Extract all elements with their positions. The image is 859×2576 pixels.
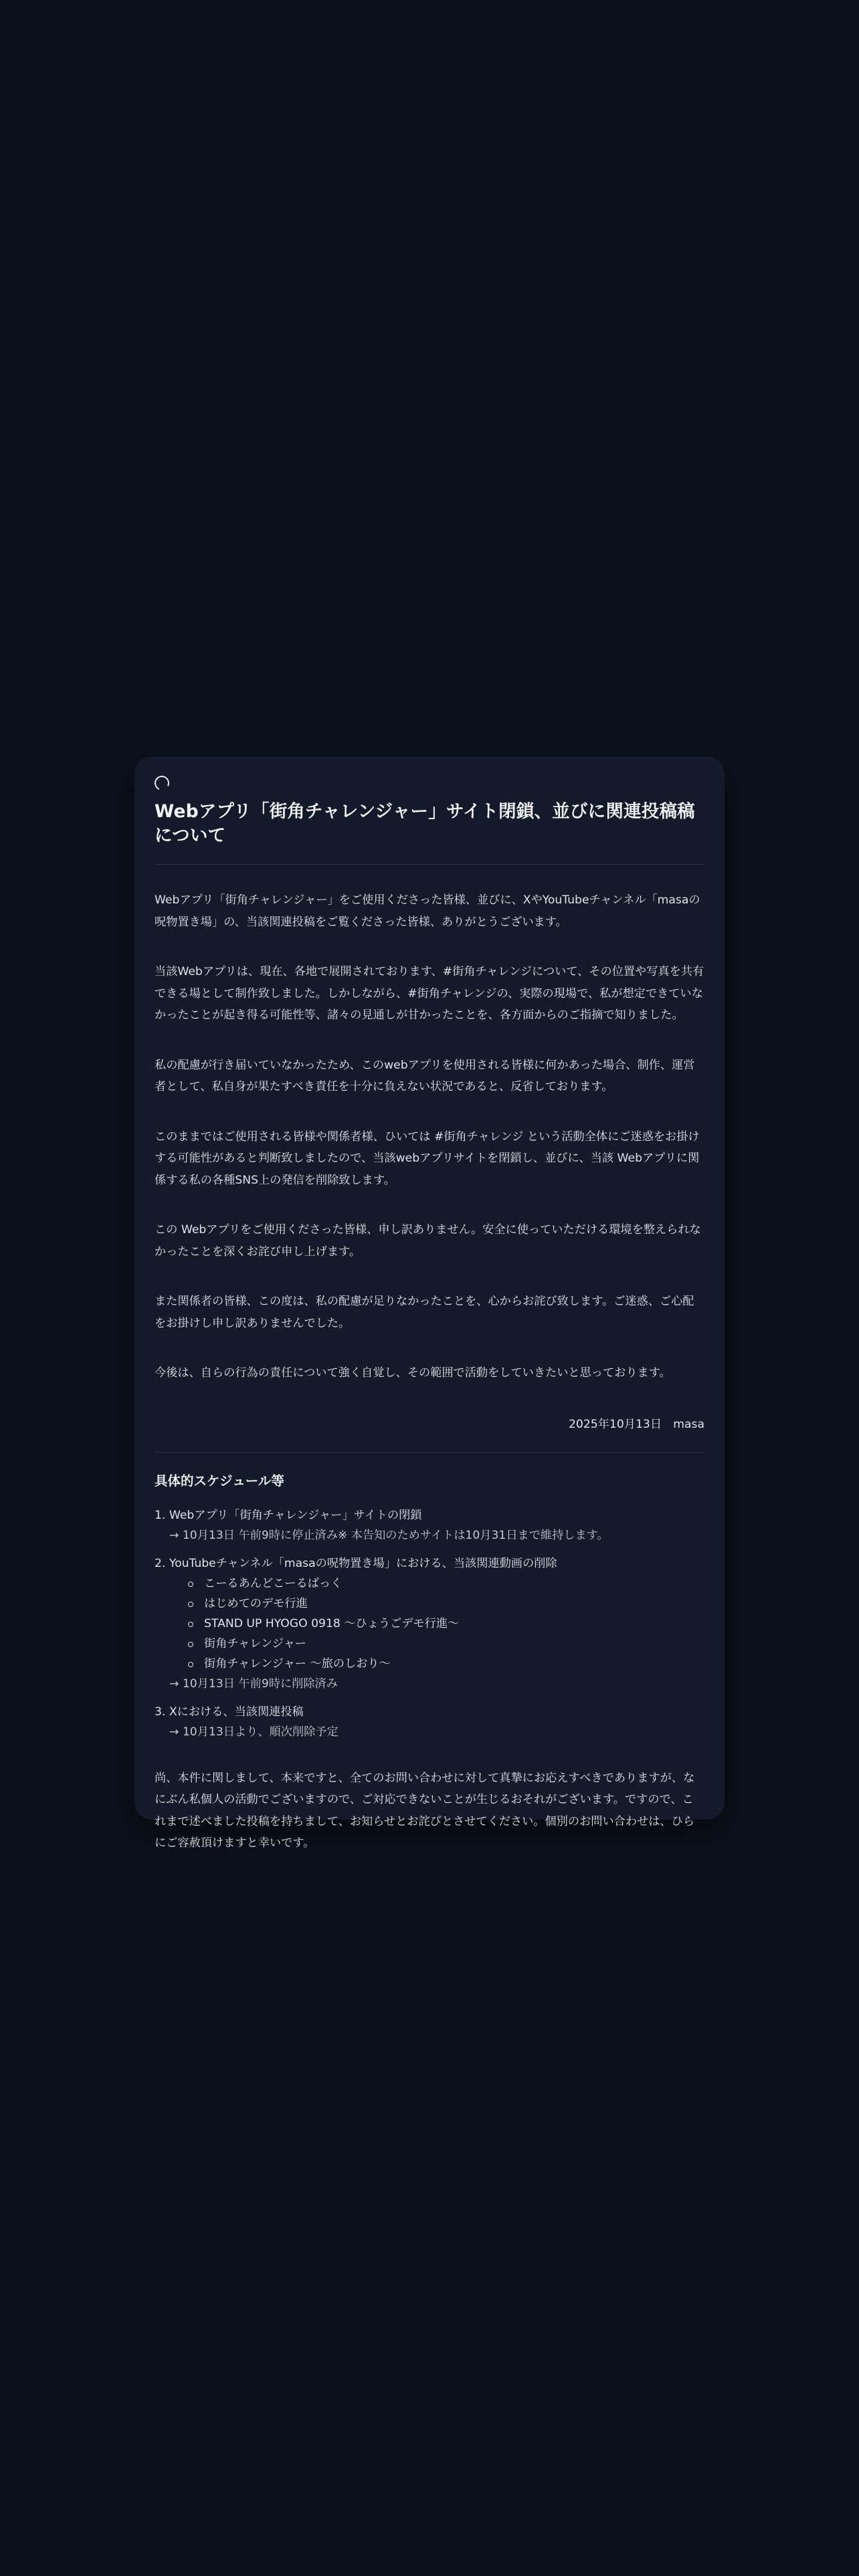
closing-paragraph: 尚、本件に関しまして、本来ですと、全てのお問い合わせに対して真摯にお応えすべきでありますが、なにぶん私個人の活動でございますので、ご対応できないことが生じるおそれがございます。ですので、これまで述べました投稿を持ちまして、お知らせとお詫びとさせてください。個別のお問い合わせは、ひらにご容赦頂けますと幸いです。 — [155, 1771, 695, 1850]
schedule-item-3-detail: → 10月13日より、順次削除予定 — [169, 1725, 339, 1739]
list-item — [204, 1654, 704, 1674]
bullet-icon — [188, 1582, 193, 1587]
notice-paragraph: この Webアプリをご使用くださった皆様、申し訳ありません。安全に使っていただける環境を整えられなかったことを深くお詫び申し上げます。 — [155, 1223, 701, 1259]
bullet-icon — [188, 1642, 193, 1647]
notice-paragraph: 私の配慮が行き届いていなかったため、このwebアプリを使用される皆様に何かあった場合、制作、運営者として、私自身が果たすべき責任を十分に負えない状況であると、反省しております。 — [155, 1058, 695, 1093]
divider — [155, 864, 704, 865]
page-title: Webアプリ「街角チャレンジャー」サイト閉鎖、並びに関連投稿稿について — [155, 801, 695, 846]
list-item — [204, 1594, 704, 1614]
notice-paragraph: また関係者の皆様、この度は、私の配慮が足りなかったことを、心からお詫び致します。ご迷惑、ご心配をお掛けし申し訳ありませんでした。 — [155, 1295, 694, 1330]
list-item — [204, 1634, 704, 1654]
schedule-item-1-detail: → 10月13日 午前9時に停止済み※ 本告知のためサイトは10月31日まで維持します。 — [169, 1528, 609, 1542]
bullet-icon — [188, 1602, 193, 1607]
notice-paragraph: Webアプリ「街角チャレンジャー」をご使用くださった皆様、並びに、XやYouTubeチャンネル「masaの呪物置き場」の、当該関連投稿をご覧くださった皆様、ありがとうございます。 — [155, 893, 700, 929]
schedule-item-2: 2. YouTubeチャンネル「masaの呪物置き場」における、当該関連動画の削除 — [155, 1556, 557, 1570]
schedule-heading: 具体的スケジュール等 — [155, 1473, 284, 1489]
notice-card — [134, 756, 725, 1850]
divider — [155, 1452, 704, 1453]
notice-paragraph: 当該Webアプリは、現在、各地で展開されております、#街角チャレンジについて、その位置や写真を共有できる場として制作致しました。しかしながら、#街角チャレンジの、実際の現場で、私が想定できていなかったことが起き得る可能性等、諸々の見通しが甘かったことを、各方面からのご指摘で知りました。 — [155, 965, 704, 1022]
loading-spinner-icon — [153, 774, 171, 792]
bullet-icon — [188, 1622, 193, 1627]
schedule-item-3: 3. Xにおける、当該関連投稿 — [155, 1705, 304, 1719]
video-title: こーるあんどこーるばっく — [204, 1576, 343, 1590]
video-title: はじめてのデモ行進 — [204, 1596, 308, 1610]
bullet-icon — [188, 1662, 193, 1667]
list-item — [204, 1614, 704, 1634]
video-title: 街角チャレンジャー 〜旅のしおり〜 — [204, 1656, 391, 1671]
notice-paragraph: このままではご使用される皆様や関係者様、ひいては #街角チャレンジ という活動全体にご迷惑をお掛けする可能性があると判断致しましたので、当該webアプリサイトを閉鎖し、並びに、当該 Webアプリに関係する私の各種SNS上の発信を削除致します。 — [155, 1130, 700, 1187]
list-item — [204, 1574, 704, 1594]
video-list — [155, 1574, 704, 1674]
video-title: 街角チャレンジャー — [204, 1636, 306, 1650]
schedule-item-2-detail: → 10月13日 午前9時に削除済み — [169, 1677, 338, 1691]
notice-paragraph: 今後は、自らの行為の責任について強く自覚し、その範囲で活動をしていきたいと思っております。 — [155, 1366, 671, 1380]
signature: 2025年10月13日 masa — [569, 1417, 704, 1431]
schedule-item-1: 1. Webアプリ「街角チャレンジャー」サイトの閉鎖 — [155, 1508, 422, 1522]
video-title: STAND UP HYOGO 0918 〜ひょうごデモ行進〜 — [204, 1616, 460, 1630]
